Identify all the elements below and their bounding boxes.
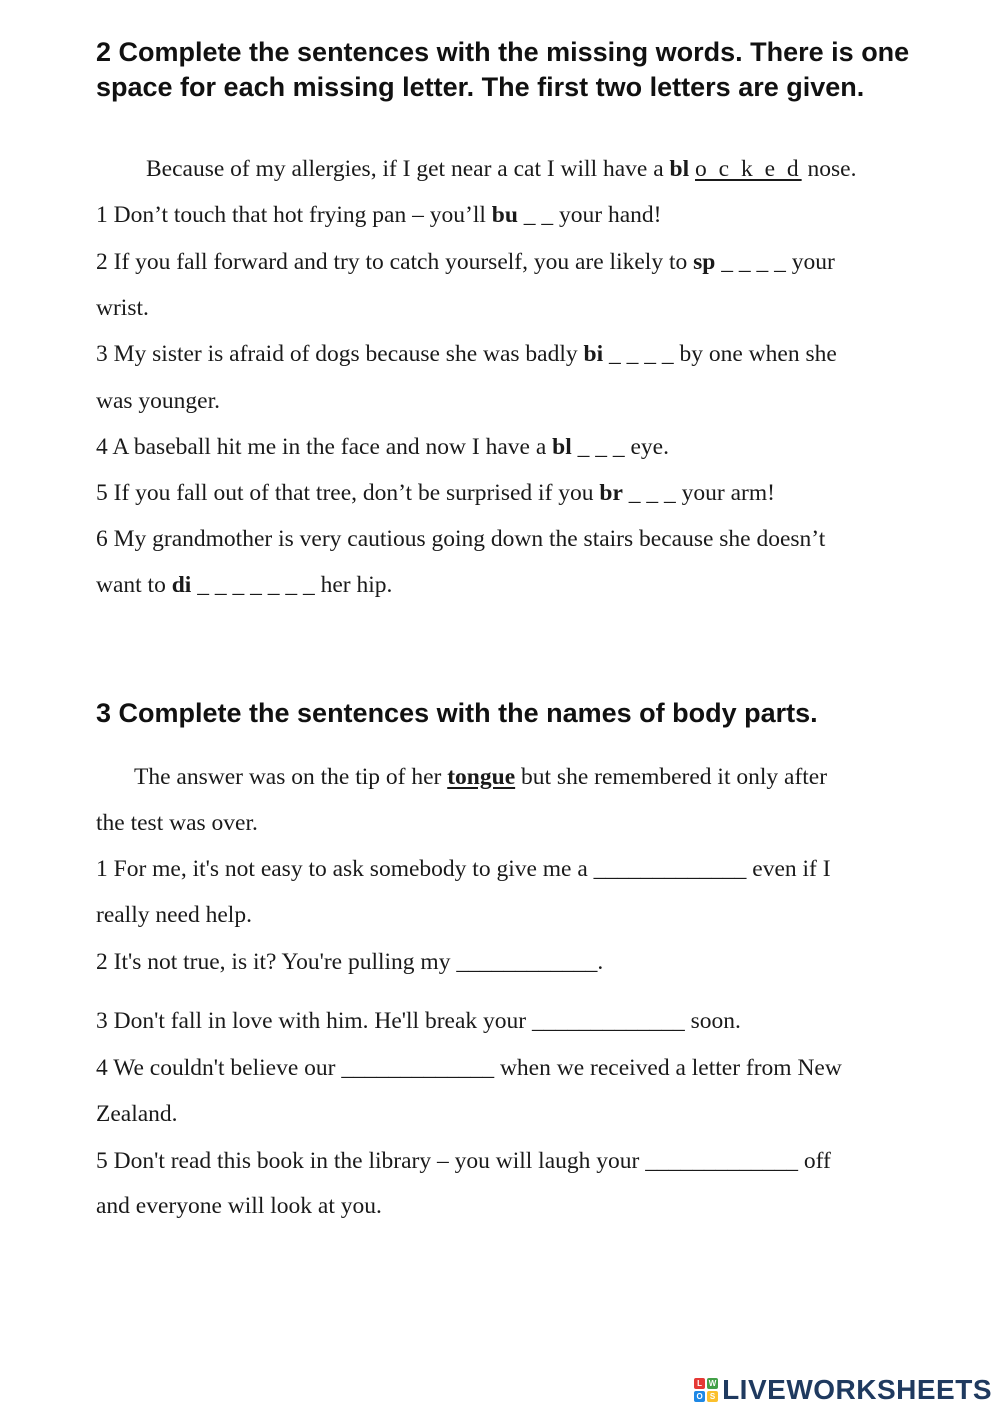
logo-mark-icon	[694, 1378, 718, 1402]
item-6-blank-text[interactable]: _ _ _ _ _ _ _ her hip.	[191, 572, 393, 598]
logo-mark-tile: L	[694, 1378, 705, 1389]
exercise-2-item-2-continuation: wrist.	[96, 295, 149, 321]
exercise-2-item-6: 6 My grandmother is very cautious going down the stairs because she doesn’t	[96, 526, 826, 552]
example-given-letters: bl	[669, 156, 690, 182]
example-answer: o c k e d	[695, 156, 802, 182]
exercise-2-item-3	[96, 339, 956, 369]
item-1-given-letters: bu	[491, 202, 518, 228]
liveworksheets-logo	[694, 1375, 992, 1405]
exercise-3-item-5[interactable]: 5 Don't read this book in the library – you will laugh your _____________ off	[96, 1148, 831, 1174]
exercise-2-heading: 2 Complete the sentences with the missing words. There is one space for each missing letter. The first two letters are given.	[96, 37, 910, 102]
item-5-text-before: 5 If you fall out of that tree, don’t be surprised if you	[96, 480, 600, 506]
item-6-given-letters: di	[171, 572, 192, 598]
exercise-3-item-4-continuation: Zealand.	[96, 1101, 178, 1127]
logo-mark-tile: O	[694, 1391, 705, 1402]
item-5-blank-text[interactable]: _ _ _ your arm!	[622, 480, 775, 506]
example-3-text-after: but she remembered it only after	[515, 764, 828, 790]
item-2-blank-text[interactable]: _ _ _ _ your	[715, 249, 835, 275]
exercise-3-item-4[interactable]: 4 We couldn't believe our _____________ when we received a letter from New	[96, 1055, 842, 1081]
item-4-blank-text[interactable]: _ _ _ eye.	[571, 434, 669, 460]
logo-mark-tile: W	[708, 1379, 717, 1388]
exercise-3-item-2[interactable]: 2 It's not true, is it? You're pulling my ____________.	[96, 949, 604, 975]
item-2-text-before: 2 If you fall forward and try to catch yourself, you are likely to	[96, 249, 694, 275]
item-5-given-letters: br	[599, 480, 623, 506]
item-3-given-letters: bi	[583, 341, 604, 367]
exercise-3-example	[134, 762, 994, 792]
item-3-blank-text[interactable]: _ _ _ _ by one when she	[603, 341, 837, 367]
item-1-text-before: 1 Don’t touch that hot frying pan – you’ll	[96, 202, 492, 228]
exercise-3-heading: 3 Complete the sentences with the names of body parts.	[96, 698, 818, 728]
example-text-after: nose.	[801, 156, 857, 182]
exercise-3-item-1[interactable]: 1 For me, it's not easy to ask somebody to give me a _____________ even if I	[96, 856, 831, 882]
example-text-before: Because of my allergies, if I get near a cat I will have a	[146, 156, 670, 182]
exercise-2-item-1	[96, 200, 956, 230]
item-6-text-before: want to	[96, 572, 172, 598]
exercise-2-item-3-continuation: was younger.	[96, 388, 221, 414]
exercise-2-item-6-continuation	[96, 570, 956, 600]
item-2-given-letters: sp	[693, 249, 716, 275]
item-4-text-before: 4 A baseball hit me in the face and now I have a	[96, 434, 553, 460]
logo-text: LIVEWORKSHEETS	[722, 1374, 992, 1405]
exercise-3-item-5-continuation: and everyone will look at you.	[96, 1193, 382, 1219]
exercise-2-example	[146, 154, 1000, 184]
exercise-3-example-continuation: the test was over.	[96, 810, 258, 836]
exercise-3-item-1-continuation: really need help.	[96, 902, 252, 928]
exercise-2-item-4	[96, 432, 956, 462]
example-3-answer: tongue	[447, 764, 516, 790]
item-1-blank-text[interactable]: _ _ your hand!	[517, 202, 662, 228]
exercise-2-item-2	[96, 247, 956, 277]
item-3-text-before: 3 My sister is afraid of dogs because she was badly	[96, 341, 584, 367]
exercise-2-item-5	[96, 478, 956, 508]
exercise-3-item-3[interactable]: 3 Don't fall in love with him. He'll break your _____________ soon.	[96, 1008, 741, 1034]
example-3-text-before: The answer was on the tip of her	[134, 764, 448, 790]
logo-mark-tile: S	[707, 1391, 718, 1402]
item-4-given-letters: bl	[552, 434, 572, 460]
